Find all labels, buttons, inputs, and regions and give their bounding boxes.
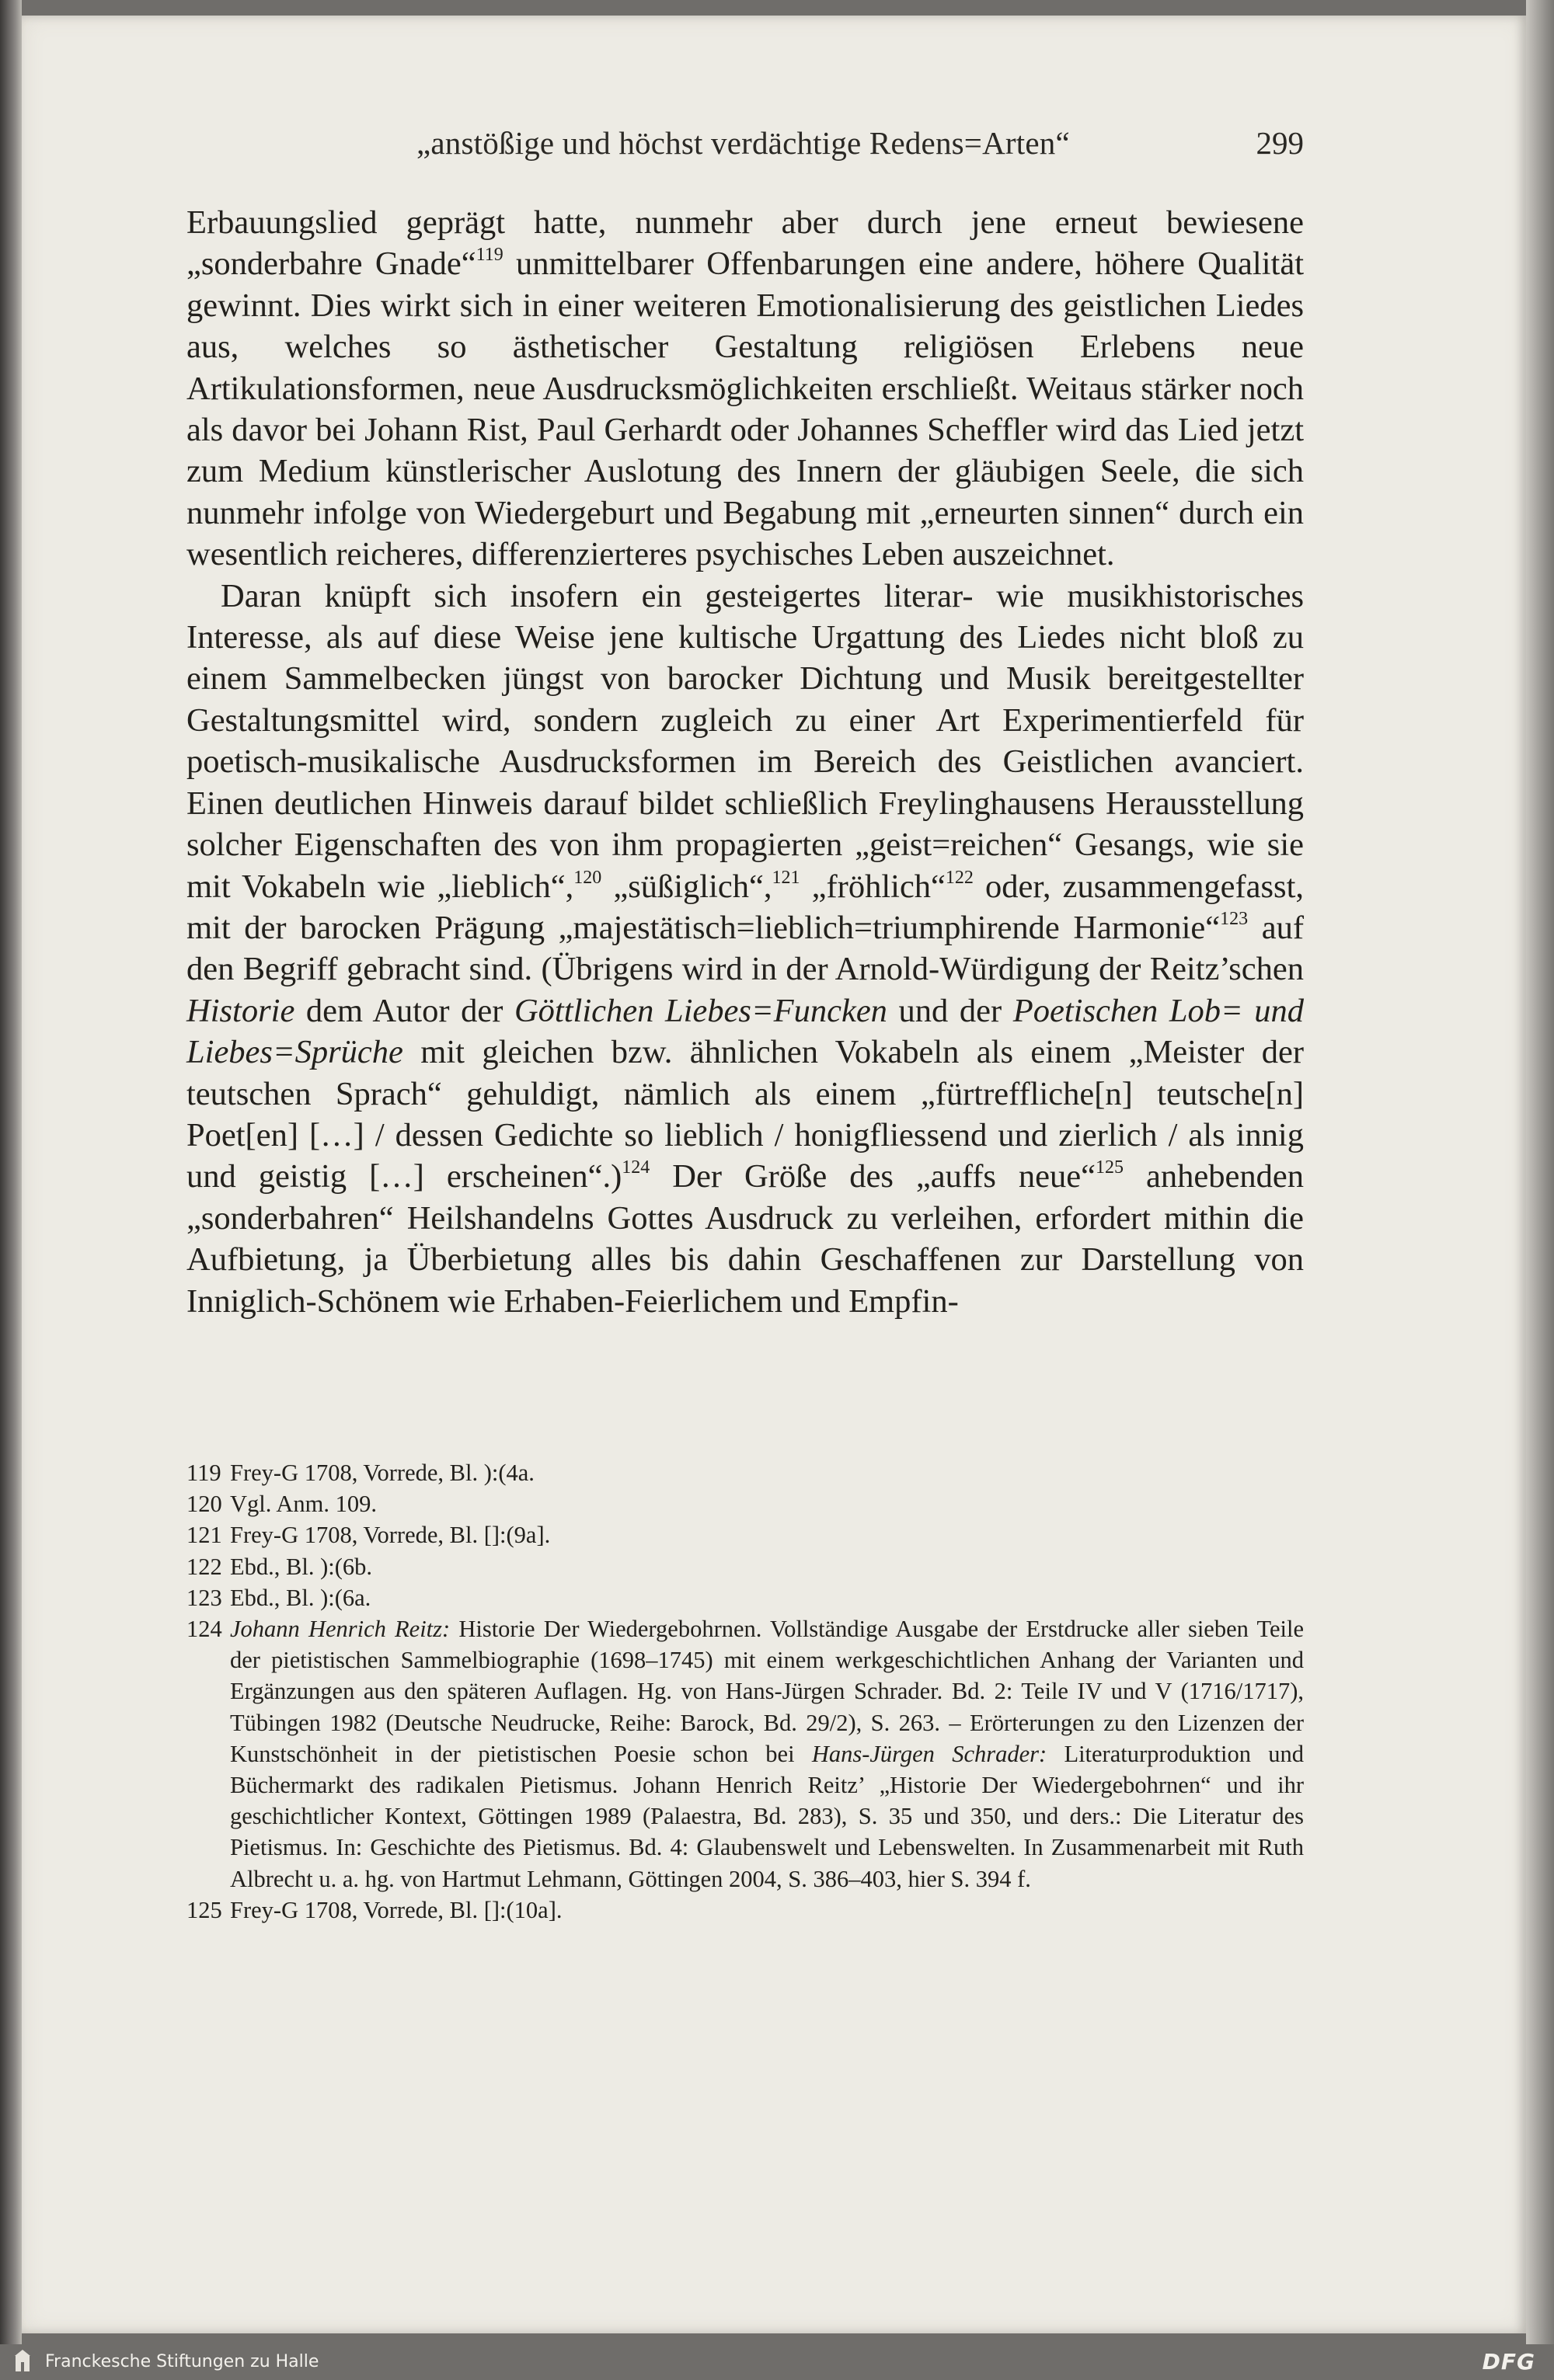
- footnote-text: Frey-G 1708, Vorrede, Bl. ):(4a.: [230, 1460, 535, 1486]
- footnote-text: Vgl. Anm. 109.: [230, 1491, 377, 1518]
- scan-binding-edge: [0, 0, 22, 2380]
- dfg-logo: DFG: [1482, 2349, 1535, 2375]
- francke-foundation-logo-icon: [14, 2348, 31, 2375]
- text-span: auf den Begriff gebracht sind. (Übrigens wird in der Arnold-Würdigung der Reitz’schen: [186, 909, 1304, 988]
- footnote-text: Frey-G 1708, Vorrede, Bl. []:(10a].: [230, 1896, 563, 1923]
- text-span: „fröhlich“: [800, 868, 946, 905]
- text-span: oder, zusammengefasst, mit der barocken Prägung „majestätisch=lieblich=triumphirende Harmonie“: [186, 868, 1304, 946]
- footnote-124: [186, 1613, 1304, 1895]
- footnote-text: Frey-G 1708, Vorrede, Bl. []:(9a].: [230, 1522, 551, 1549]
- running-head: [186, 124, 1304, 168]
- footnote-ref-124[interactable]: 124: [622, 1157, 650, 1178]
- page-number: 299: [1256, 125, 1304, 161]
- italic-title: Göttlichen Liebes=Funcken: [514, 992, 887, 1029]
- main-text: [186, 202, 1304, 1322]
- footnote-number: 123: [186, 1584, 222, 1611]
- footnote-text: Ebd., Bl. ):(6a.: [230, 1584, 371, 1611]
- footnotes: [186, 1457, 1304, 1926]
- footnote: [186, 1519, 1304, 1550]
- paragraph-1: [186, 202, 1304, 576]
- text-span: dem Autor der: [294, 992, 514, 1029]
- text-span: Erbauungslied geprägt hatte, nunmehr aber durch jene erneut bewiesene „sonderbahre Gnade“: [186, 204, 1304, 283]
- footnote-ref-119[interactable]: 119: [476, 245, 503, 266]
- footnote-ref-125[interactable]: 125: [1096, 1157, 1124, 1178]
- footnote-ref-122[interactable]: 122: [945, 867, 974, 888]
- author-name: Johann Henrich Reitz:: [230, 1616, 451, 1643]
- italic-title: Historie: [186, 992, 295, 1029]
- running-head-title: „anstößige und höchst verdächtige Redens=Arten“: [416, 125, 1070, 161]
- text-span: anhebenden „sonderbahren“ Heilshandelns Gottes Ausdruck zu verleihen, erfordert mithin die Aufbietung, ja Überbietung alles bis dahin Geschaffenen zur Darstellung von Inniglich-Schönem wie Erhaben-Feierlichem und Empfin-: [186, 1158, 1304, 1320]
- footnote: [186, 1551, 1304, 1582]
- text-span: unmittelbarer Offenbarungen eine andere, höhere Qualität gewinnt. Dies wirkt sich in einer weiteren Emotionalisierung des geistlichen Liedes aus, welches so ästhetischer Gestaltung religiösen Erlebens neue Artikulationsformen, neue Ausdrucksmöglichkeiten erschließt. Weitaus stärker noch als davor bei Johann Rist, Paul Gerhardt oder Johannes Scheffler wird das Lied jetzt zum Medium künstlerischer Auslotung des Innern der gläubigen Seele, die sich nunmehr infolge von Wiedergeburt und Begabung mit „erneurten sinnen“ durch ein wesentlich reicheres, differenzierteres psychisches Leben auszeichnet.: [186, 245, 1305, 573]
- footnote-number: 122: [186, 1553, 222, 1580]
- footnote-number: 121: [186, 1522, 222, 1549]
- text-span: Literaturproduktion und Büchermarkt des radikalen Pietismus. Johann Henrich Reitz’ „Historie Der Wiedergebohrnen“ und ihr geschichtlicher Kontext, Göttingen 1989 (Palaestra, Bd. 283), S. 35 und 350, und ders.: Die Literatur des Pietismus. In: Geschichte des Pietismus. Bd. 4: Glaubenswelt und Lebenswelten. In Zusammenarbeit mit Ruth Albrecht u. a. hg. von Hartmut Lehmann, Göttingen 2004, S. 386–403, hier S. 394 f.: [230, 1740, 1304, 1892]
- paragraph-2: [186, 576, 1304, 1322]
- footnote-ref-121[interactable]: 121: [772, 867, 800, 888]
- footnote: [186, 1457, 1304, 1488]
- viewer-footer-bar: [0, 2344, 1554, 2380]
- footnote-ref-120[interactable]: 120: [573, 867, 602, 888]
- footnote-number: 119: [186, 1460, 221, 1486]
- footnote-number: 124: [186, 1616, 222, 1643]
- footnote-number: 125: [186, 1896, 222, 1923]
- italic-title: Poetischen Lob= und Liebes=Sprüche: [186, 992, 1304, 1071]
- footnote-ref-123[interactable]: 123: [1220, 908, 1249, 929]
- scan-page-edge: [1526, 0, 1554, 2380]
- footnote: [186, 1582, 1304, 1613]
- archive-credit: Franckesche Stiftungen zu Halle: [45, 2352, 319, 2371]
- text-span: und der: [887, 992, 1013, 1029]
- footnote-number: 120: [186, 1491, 222, 1518]
- footnote-text: [230, 1613, 1304, 1895]
- author-name: Hans-Jürgen Schrader:: [811, 1740, 1047, 1767]
- text-span: mit gleichen bzw. ähnlichen Vokabeln als einem „Meister der teutschen Sprach“ gehuldigt, nämlich als einem „fürtreffliche[n] teutsche[n] Poet[en] […] / dessen Gedichte so lieblich / honigfliessend und zierlich / als innig und geistig […] erscheinen“.): [186, 1034, 1304, 1195]
- footnote: [186, 1488, 1304, 1519]
- text-span: „süßiglich“,: [601, 868, 772, 905]
- text-span: Daran knüpft sich insofern ein gesteigertes literar- wie musikhistorisches Interesse, als auf diese Weise jene kultische Urgattung des Liedes nicht bloß zu einem Sammelbecken jüngst von barocker Dichtung und Musik bereitgestellter Gestaltungsmittel wird, sondern zugleich zu einer Art Experimentierfeld für poetisch-musikalische Ausdrucksformen im Bereich des Geistlichen avanciert. Einen deutlichen Hinweis darauf bildet schließlich Freylinghausens Herausstellung solcher Eigenschaften des von ihm propagierten „geist=reichen“ Gesangs, wie sie mit Vokabeln wie „lieblich“,: [186, 577, 1304, 905]
- footnote-text: Ebd., Bl. ):(6b.: [230, 1553, 372, 1580]
- text-span: Historie Der Wiedergebohrnen. Vollständige Ausgabe der Erstdrucke aller sieben Teile der pietistischen Sammelbiographie (1698–1745) mit einem werkgeschichtlichen Anhang der Varianten und Ergänzungen aus den späteren Auflagen. Hg. von Hans-Jürgen Schrader. Bd. 2: Teile IV und V (1716/1717), Tübingen 1982 (Deutsche Neudrucke, Reihe: Barock, Bd. 29/2), S. 263. – Erörterungen zu den Lizenzen der Kunstschönheit in der pietistischen Poesie schon bei: [230, 1616, 1305, 1767]
- footnote-125: [186, 1895, 1304, 1926]
- text-span: Der Größe des „auffs neue“: [650, 1158, 1096, 1195]
